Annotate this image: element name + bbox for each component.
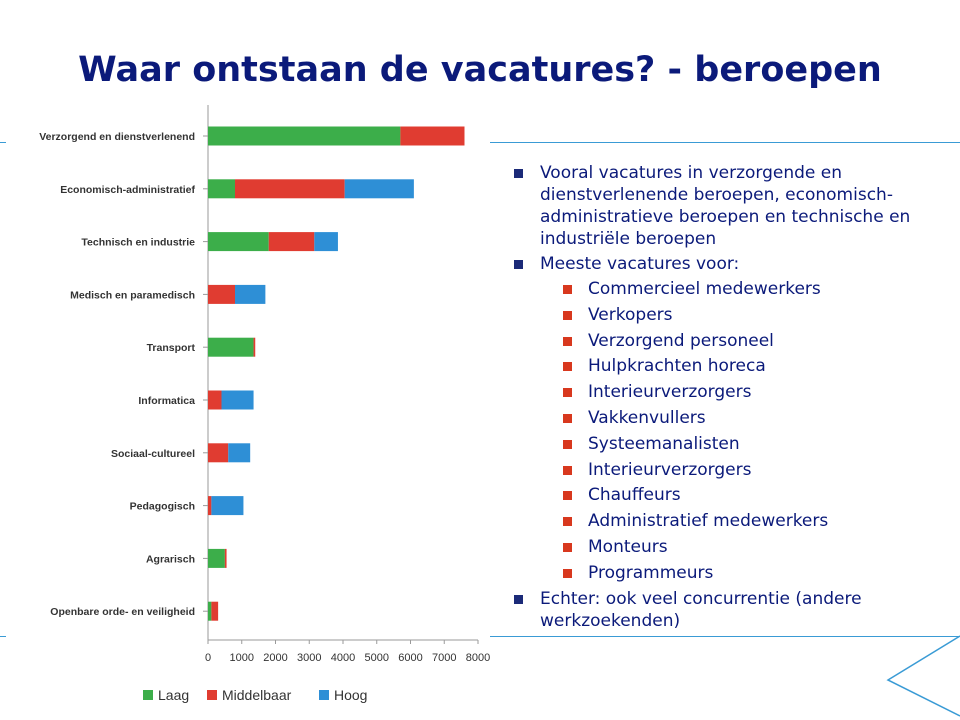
sub-bullet-item	[511, 304, 931, 326]
sub-bullet-item	[511, 459, 931, 481]
legend-label-middelbaar: Middelbaar	[222, 687, 292, 703]
bar-laag	[208, 179, 235, 198]
sub-bullet-item	[511, 278, 931, 300]
accent-line-top	[490, 142, 960, 143]
category-label: Pedagogisch	[129, 500, 195, 513]
bullet-text: Echter: ook veel concurrentie (andere werkzoekenden)	[540, 588, 862, 631]
sub-bullet-item	[511, 355, 931, 377]
category-label: Verzorgend en dienstverlenend	[39, 131, 195, 143]
bullet-item	[511, 162, 931, 250]
accent-line-left-bottom	[0, 636, 6, 637]
bullet-text: Vakkenvullers	[588, 407, 706, 428]
bar-middelbaar	[254, 338, 256, 357]
bar-hoog	[228, 443, 250, 462]
category-label: Sociaal-cultureel	[110, 447, 195, 460]
bar-laag	[208, 232, 269, 251]
bar-hoog	[314, 232, 338, 251]
bullet-text: Programmeurs	[588, 562, 714, 583]
bullet-square-icon	[514, 595, 523, 604]
legend-swatch-laag	[143, 690, 153, 700]
bullet-square-icon	[563, 440, 572, 449]
legend-swatch-hoog	[319, 690, 329, 700]
bullet-square-icon	[563, 466, 572, 475]
bullet-text: Monteurs	[588, 536, 668, 557]
bar-middelbaar	[208, 285, 235, 304]
bullet-text: Verkopers	[588, 304, 673, 325]
bar-middelbaar	[235, 179, 345, 198]
sub-bullet-item	[511, 510, 931, 532]
bullet-square-icon	[563, 414, 572, 423]
category-label: Openbare orde- en veiligheid	[50, 606, 195, 619]
corner-chevron-icon	[880, 630, 960, 720]
bullet-text: Interieurverzorgers	[588, 382, 752, 403]
bar-hoog	[222, 391, 254, 410]
bar-laag	[208, 602, 211, 621]
x-tick-label: 4000	[330, 652, 356, 664]
legend-label-laag: Laag	[158, 687, 190, 703]
bullet-square-icon	[563, 362, 572, 371]
bullet-text: Meeste vacatures voor:	[540, 254, 740, 274]
bullet-item	[511, 588, 931, 632]
slide-title: Waar ontstaan de vacatures? - beroepen	[78, 50, 882, 90]
bullet-square-icon	[563, 543, 572, 552]
bullet-text: Interieurverzorgers	[588, 459, 752, 480]
bullet-square-icon	[563, 517, 572, 526]
legend-label-hoog: Hoog	[334, 687, 368, 703]
bar-middelbaar	[208, 391, 222, 410]
bullet-text: Commercieel medewerkers	[588, 279, 821, 299]
x-tick-label: 1000	[229, 652, 254, 664]
bullet-square-icon	[563, 569, 572, 578]
x-tick-label: 6000	[398, 652, 423, 664]
bar-middelbaar	[211, 602, 218, 621]
category-label: Transport	[146, 342, 195, 355]
sub-bullet-item	[511, 484, 931, 506]
bullet-list	[511, 162, 931, 635]
bullet-text: Administratief medewerkers	[588, 511, 829, 532]
bar-middelbaar	[225, 549, 227, 568]
bullet-square-icon	[563, 388, 572, 397]
bar-middelbaar	[208, 496, 211, 515]
sub-bullet-item	[511, 330, 931, 352]
bar-laag	[208, 338, 254, 357]
sub-bullet-item	[511, 562, 931, 584]
bullet-text: Verzorgend personeel	[588, 330, 774, 351]
bullet-text: Systeemanalisten	[588, 433, 740, 454]
bullet-text: Vooral vacatures in verzorgende en dienstverlenende beroepen, economisch-administratieve beroepen en technische en industriële beroepen	[540, 163, 911, 249]
bullet-square-icon	[563, 311, 572, 320]
sub-bullet-item	[511, 381, 931, 403]
accent-line-left-top	[0, 142, 6, 143]
bullet-item	[511, 253, 931, 275]
x-tick-label: 7000	[432, 652, 457, 664]
legend-swatch-middelbaar	[207, 690, 217, 700]
stacked-bar-chart	[0, 105, 500, 715]
bar-middelbaar	[208, 443, 228, 462]
x-tick-label: 2000	[263, 652, 288, 664]
x-tick-label: 8000	[465, 652, 491, 664]
sub-bullet-item	[511, 407, 931, 429]
bar-hoog	[345, 179, 414, 198]
bullet-square-icon	[563, 337, 572, 346]
bar-middelbaar	[400, 127, 464, 146]
category-label: Informatica	[138, 395, 195, 407]
x-tick-label: 3000	[297, 652, 322, 664]
bullet-square-icon	[514, 260, 523, 269]
bullet-square-icon	[563, 285, 572, 294]
bar-laag	[208, 549, 225, 568]
bar-middelbaar	[269, 232, 315, 251]
bar-laag	[208, 127, 400, 146]
x-tick-label: 5000	[364, 652, 389, 664]
category-label: Medisch en paramedisch	[70, 289, 195, 302]
sub-bullet-item	[511, 433, 931, 455]
bullet-square-icon	[514, 169, 523, 178]
category-label: Technisch en industrie	[81, 236, 195, 249]
category-label: Agrarisch	[145, 553, 195, 566]
bar-hoog	[211, 496, 243, 515]
bullet-square-icon	[563, 491, 572, 500]
bullet-text: Hulpkrachten horeca	[588, 356, 766, 377]
sub-bullet-item	[511, 536, 931, 558]
bullet-text: Chauffeurs	[588, 485, 681, 506]
category-label: Economisch-administratief	[60, 183, 195, 196]
bar-hoog	[235, 285, 265, 304]
x-tick-label: 0	[204, 652, 212, 664]
